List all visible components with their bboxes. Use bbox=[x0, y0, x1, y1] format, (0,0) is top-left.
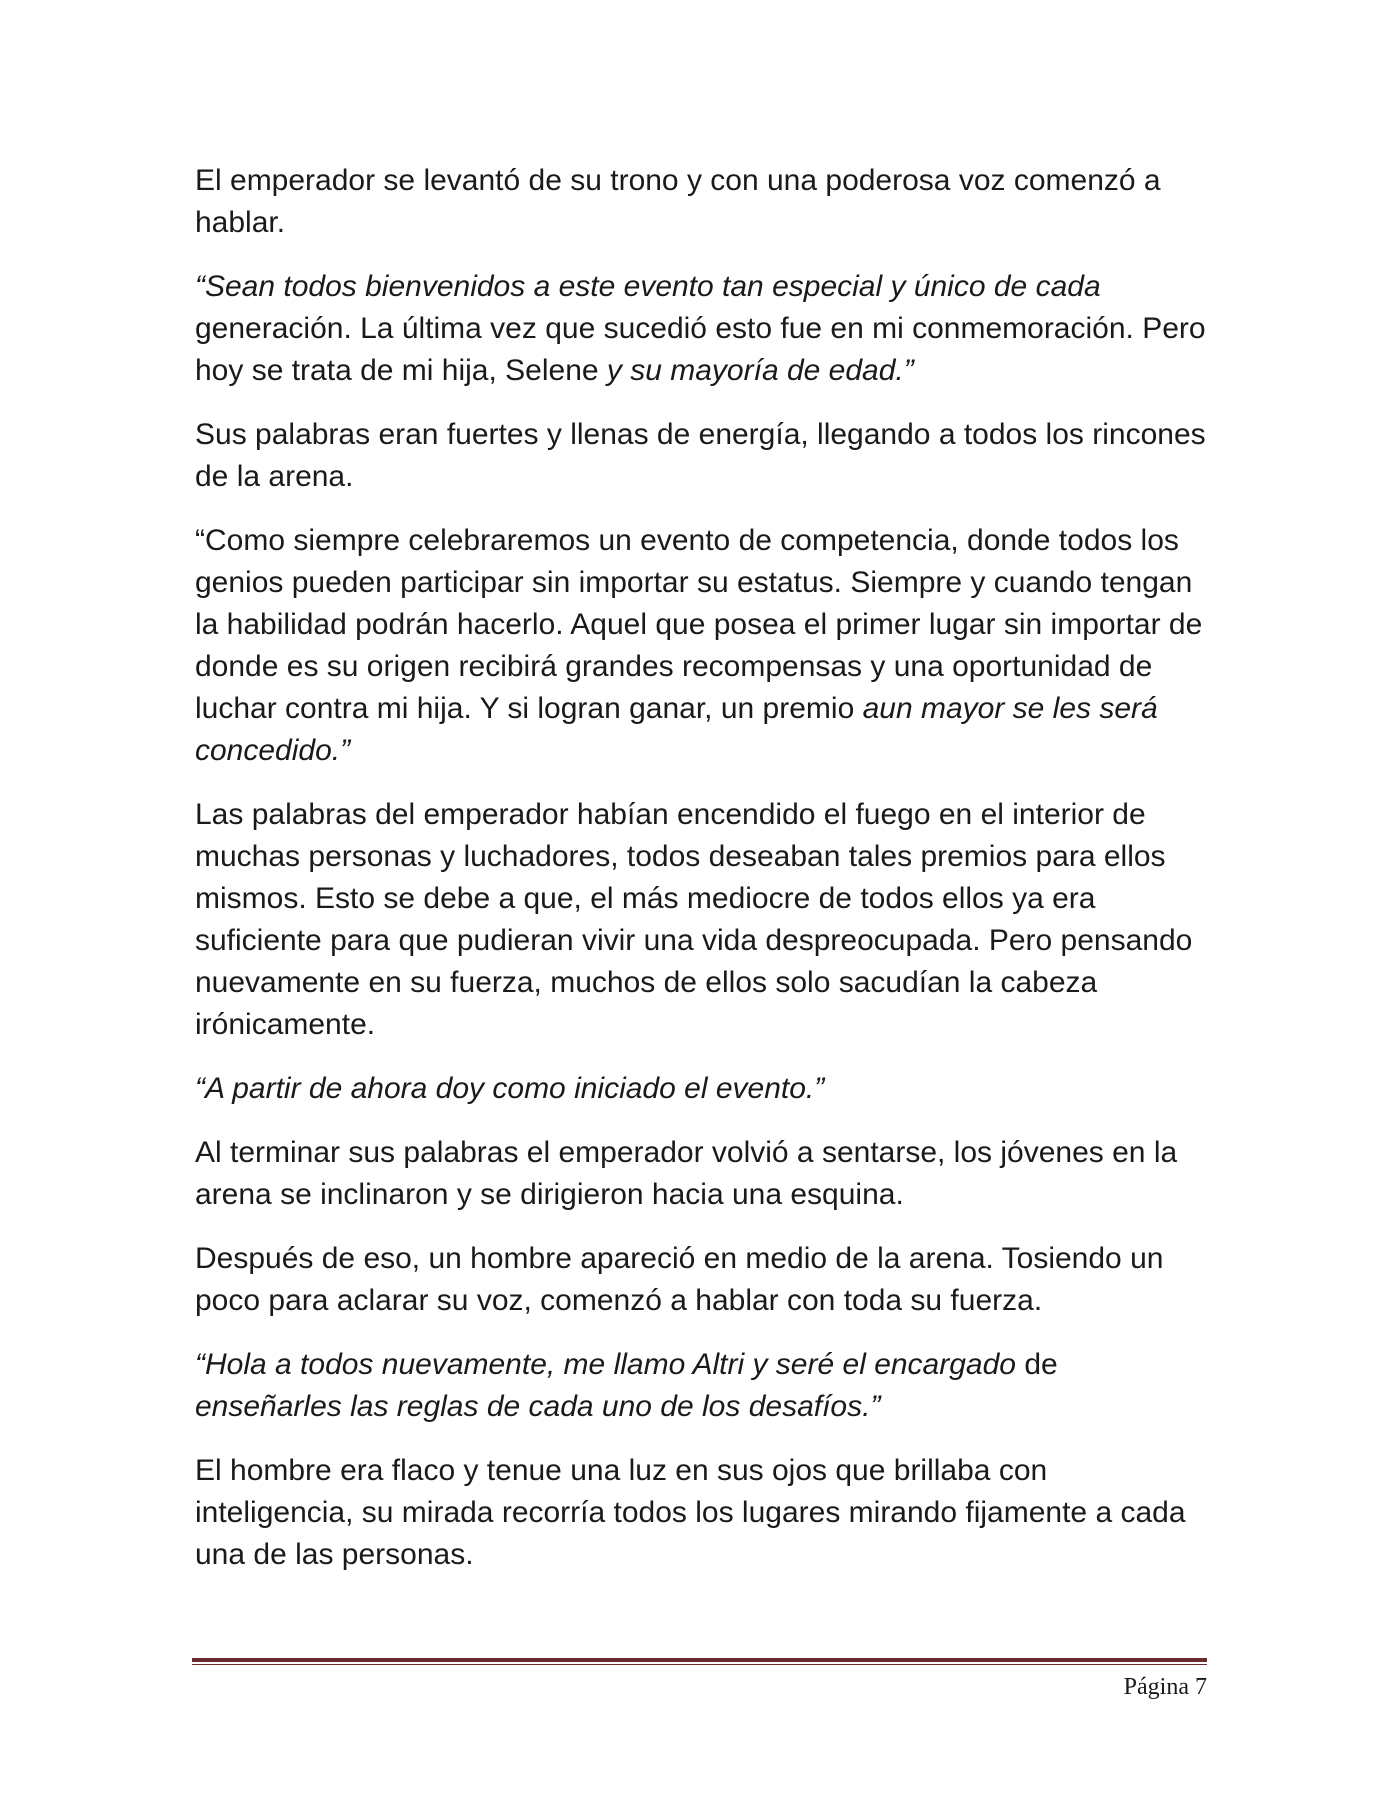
paragraph bbox=[195, 1068, 1210, 1110]
paragraph-italic-text: aun mayor se les será concedido.” bbox=[195, 692, 1158, 767]
paragraph bbox=[195, 160, 1210, 244]
paragraph-text: Después de eso, un hombre apareció en medio de la arena. Tosiendo un poco para aclarar su voz, comenzó a hablar con toda su fuerza. bbox=[195, 1242, 1164, 1317]
paragraph-text: Sus palabras eran fuertes y llenas de energía, llegando a todos los rincones de la arena. bbox=[195, 418, 1206, 493]
paragraph bbox=[195, 1450, 1210, 1576]
paragraph-text: Las palabras del emperador habían encendido el fuego en el interior de muchas personas y luchadores, todos deseaban tales premios para ellos mismos. Esto se debe a que, el más mediocre de todos ellos ya era suficiente para que pudieran vivir una vida despreocupada. Pero pensando nuevamente en su fuerza, muchos de ellos solo sacudían la cabeza irónicamente. bbox=[195, 798, 1193, 1041]
paragraph bbox=[195, 1132, 1210, 1216]
paragraph-text: El emperador se levantó de su trono y con una poderosa voz comenzó a hablar. bbox=[195, 164, 1161, 239]
paragraph bbox=[195, 266, 1210, 392]
paragraph-italic-text: “Sean todos bienvenidos a este evento tan especial y único de cada bbox=[195, 270, 1101, 303]
paragraph-italic-text: “Hola a todos nuevamente, me llamo Altri y seré el encargado bbox=[195, 1348, 1025, 1381]
paragraph bbox=[195, 794, 1210, 1046]
footer-divider-thick bbox=[192, 1658, 1207, 1662]
paragraph-italic-text: y su mayoría de edad.” bbox=[606, 354, 914, 387]
footer-divider-thin bbox=[192, 1664, 1207, 1665]
paragraph-text: “Como siempre celebraremos un evento de competencia, donde todos los genios pueden participar sin importar su estatus. Siempre y cuando tengan la habilidad podrán hacerlo. Aquel que posea el primer lugar sin importar de donde es su origen recibirá grandes recompensas y una oportunidad de luchar contra mi hija. Y si logran ganar, un premio bbox=[195, 524, 1203, 725]
footer-divider bbox=[192, 1658, 1207, 1666]
paragraph bbox=[195, 520, 1210, 772]
paragraph-italic-text: “A partir de ahora doy como iniciado el evento.” bbox=[195, 1072, 825, 1105]
paragraph-text: El hombre era flaco y tenue una luz en sus ojos que brillaba con inteligencia, su mirada recorría todos los lugares mirando fijamente a cada una de las personas. bbox=[195, 1454, 1186, 1571]
paragraph-text: de bbox=[1024, 1348, 1058, 1381]
paragraph-text: generación. La última vez que sucedió esto fue en mi conmemoración. Pero hoy se trata de mi hija, Selene bbox=[195, 312, 1206, 387]
paragraph bbox=[195, 1238, 1210, 1322]
paragraph-italic-text: enseñarles las reglas de cada uno de los desafíos.” bbox=[195, 1390, 881, 1423]
page-number: Página 7 bbox=[1123, 1674, 1207, 1700]
paragraph bbox=[195, 414, 1210, 498]
paragraph bbox=[195, 1344, 1210, 1428]
paragraph-text: Al terminar sus palabras el emperador volvió a sentarse, los jóvenes en la arena se inclinaron y se dirigieron hacia una esquina. bbox=[195, 1136, 1178, 1211]
body-text bbox=[195, 160, 1210, 1598]
